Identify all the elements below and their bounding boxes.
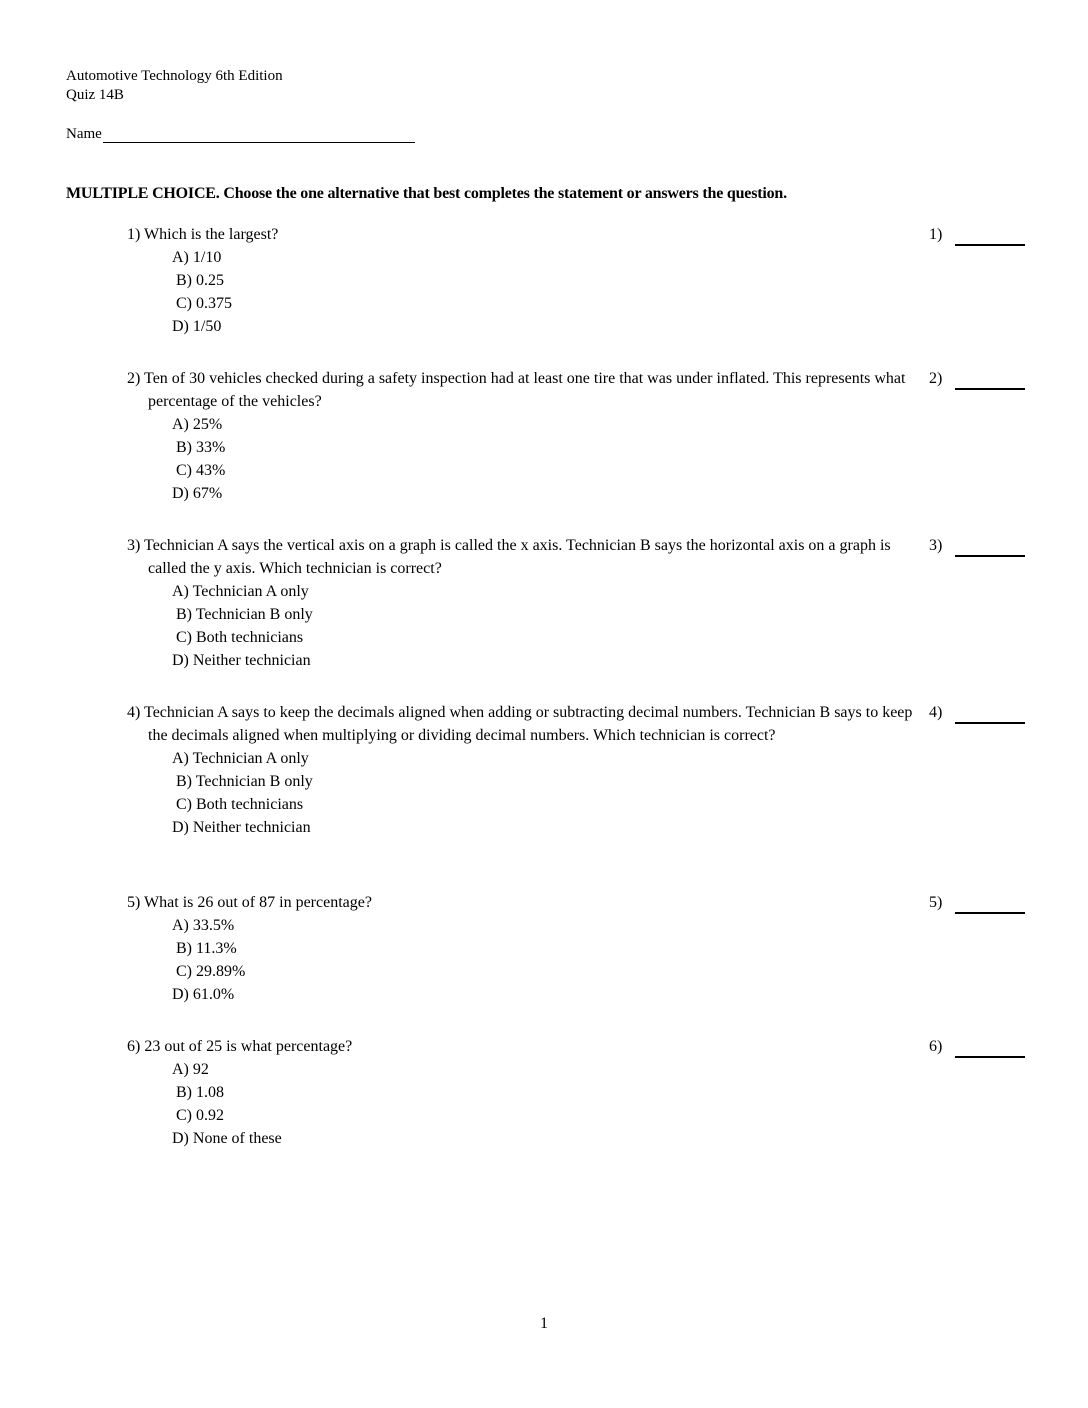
question-3 <box>127 534 1087 672</box>
page-number: 1 <box>540 1315 548 1332</box>
answer-blank-line[interactable] <box>955 370 1025 390</box>
choice-d: D) 61.0% <box>172 986 235 1003</box>
choice-b: B) 33% <box>176 439 226 456</box>
question-stem: 4) Technician A says to keep the decimals aligned when adding or subtracting decimal numbers. Technician B says to keep the decimals aligned when multiplying or dividing decimal numbers. Which technician is correct? <box>127 704 913 744</box>
choice-a: A) Technician A only <box>172 750 309 767</box>
course-title: Automotive Technology 6th Edition <box>66 68 283 84</box>
choice-d: D) None of these <box>172 1130 282 1147</box>
answer-slot <box>929 223 1025 246</box>
question-stem: 6) 23 out of 25 is what percentage? <box>127 1038 353 1055</box>
choice-d: D) Neither technician <box>172 819 311 836</box>
choice-c: C) 0.92 <box>176 1107 224 1124</box>
name-blank-line[interactable] <box>103 125 415 143</box>
answer-slot <box>929 534 1025 557</box>
choice-a: A) Technician A only <box>172 583 309 600</box>
choice-b: B) 1.08 <box>176 1084 224 1101</box>
question-6 <box>127 1035 1087 1150</box>
question-stem: 3) Technician A says the vertical axis on a graph is called the x axis. Technician B says the horizontal axis on a graph is called the y axis. Which technician is correct? <box>127 537 891 577</box>
answer-number: 3) <box>929 537 943 554</box>
question-1 <box>127 223 1087 338</box>
choice-b: B) 0.25 <box>176 272 224 289</box>
answer-slot <box>929 1035 1025 1058</box>
choice-c: C) Both technicians <box>176 629 304 646</box>
answer-blank-line[interactable] <box>955 226 1025 246</box>
answer-blank-line[interactable] <box>955 1038 1025 1058</box>
answer-slot <box>929 367 1025 390</box>
question-2 <box>127 367 1087 505</box>
question-stem: 2) Ten of 30 vehicles checked during a safety inspection had at least one tire that was under inflated. This represents what percentage of the vehicles? <box>127 370 906 410</box>
choice-d: D) 1/50 <box>172 318 222 335</box>
answer-number: 2) <box>929 370 943 387</box>
answer-slot <box>929 701 1025 724</box>
name-field-row <box>66 125 415 143</box>
answer-blank-line[interactable] <box>955 704 1025 724</box>
answer-number: 1) <box>929 226 943 243</box>
choice-list <box>172 580 1087 672</box>
choice-a: A) 1/10 <box>172 249 222 266</box>
choice-b: B) Technician B only <box>176 773 313 790</box>
document-header <box>66 67 283 105</box>
choice-a: A) 92 <box>172 1061 209 1078</box>
answer-blank-line[interactable] <box>955 894 1025 914</box>
answer-number: 6) <box>929 1038 943 1055</box>
question-5 <box>127 891 1087 1006</box>
answer-number: 5) <box>929 894 943 911</box>
name-label: Name <box>66 126 102 142</box>
choice-list <box>172 246 1087 338</box>
answer-blank-line[interactable] <box>955 537 1025 557</box>
choice-c: C) 29.89% <box>176 963 246 980</box>
answer-number: 4) <box>929 704 943 721</box>
choice-a: A) 33.5% <box>172 917 235 934</box>
choice-c: C) 0.375 <box>176 295 232 312</box>
choice-d: D) Neither technician <box>172 652 311 669</box>
choice-b: B) 11.3% <box>176 940 237 957</box>
choice-list <box>172 914 1087 1006</box>
choice-c: C) 43% <box>176 462 226 479</box>
question-4 <box>127 701 1087 839</box>
question-stem: 1) Which is the largest? <box>127 226 279 243</box>
choice-list <box>172 1058 1087 1150</box>
choice-b: B) Technician B only <box>176 606 313 623</box>
choice-list <box>172 413 1087 505</box>
choice-a: A) 25% <box>172 416 223 433</box>
choice-d: D) 67% <box>172 485 223 502</box>
choice-list <box>172 747 1087 839</box>
question-stem: 5) What is 26 out of 87 in percentage? <box>127 894 372 911</box>
choice-c: C) Both technicians <box>176 796 304 813</box>
quiz-title: Quiz 14B <box>66 87 124 103</box>
answer-slot <box>929 891 1025 914</box>
section-instructions: MULTIPLE CHOICE. Choose the one alternative that best completes the statement or answers the question. <box>66 185 787 202</box>
